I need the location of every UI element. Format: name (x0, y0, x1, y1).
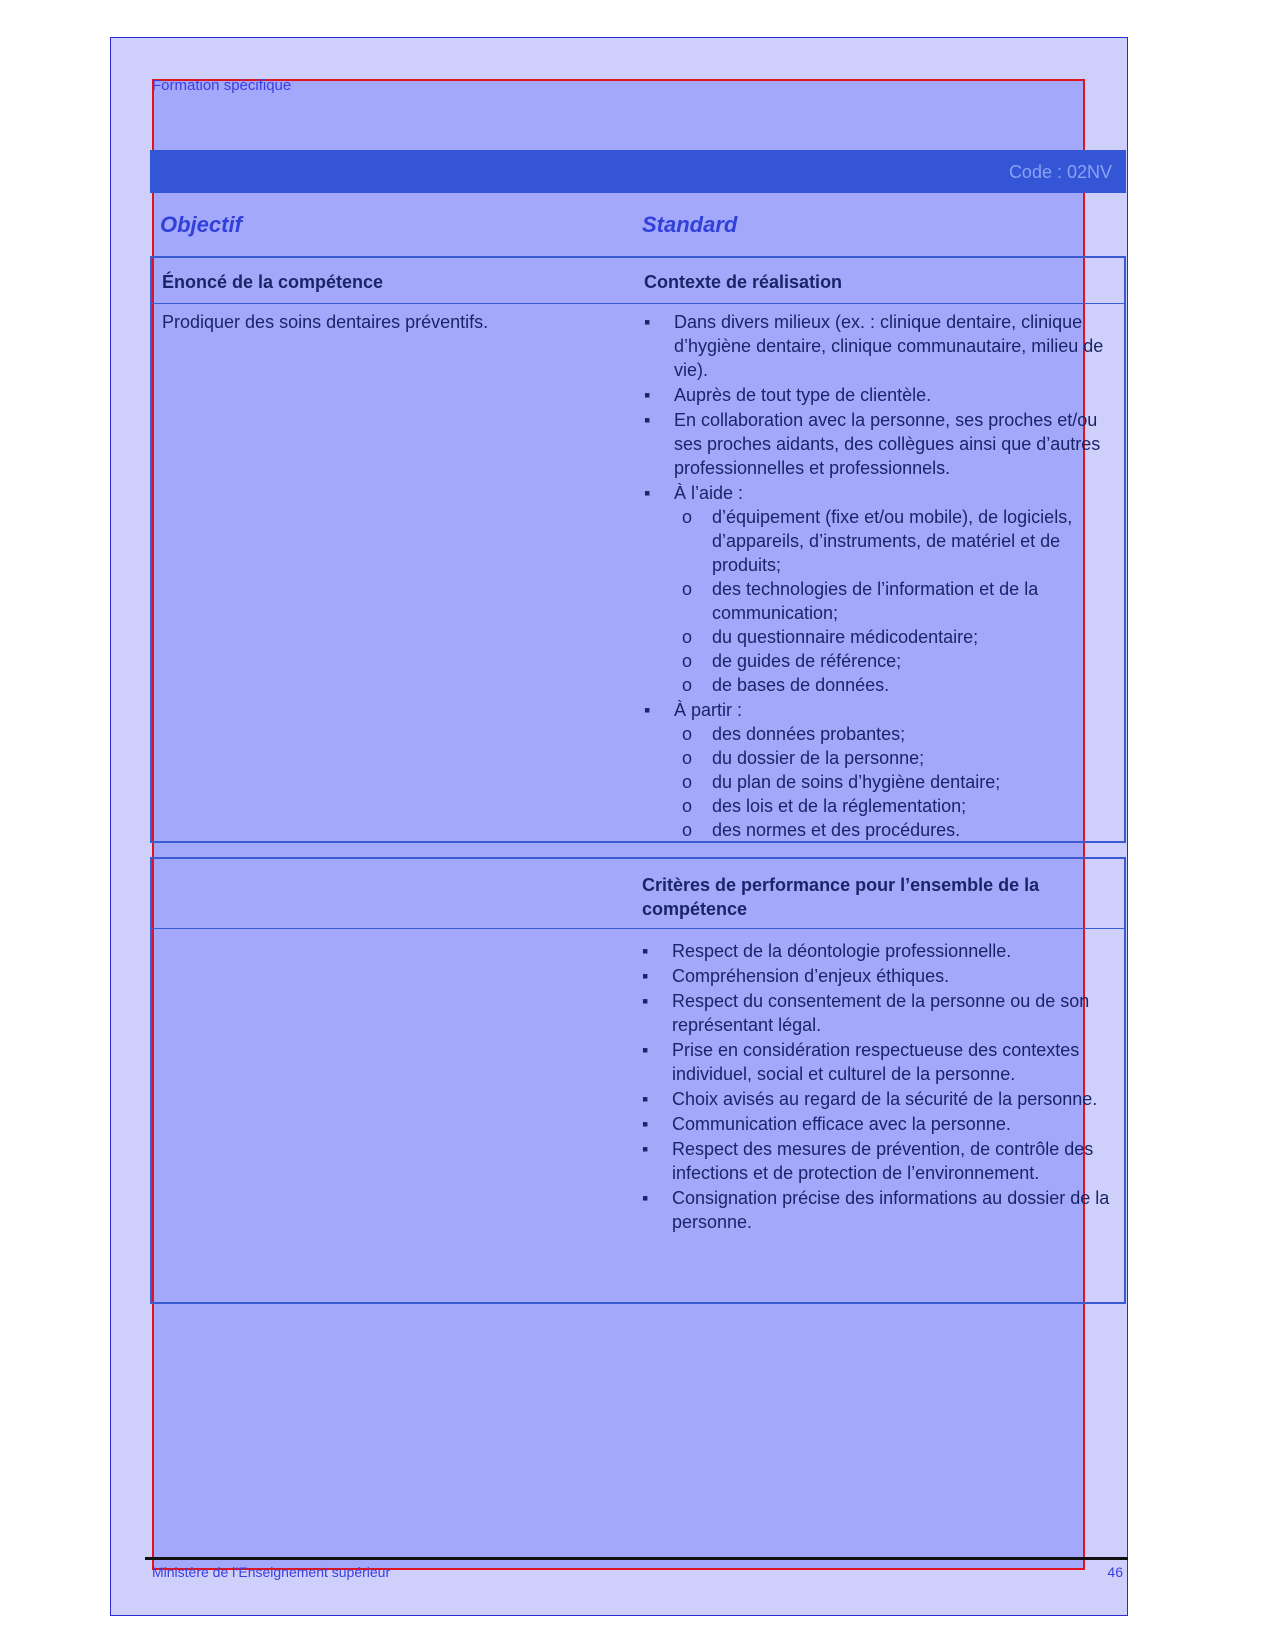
square-bullet-icon: ▪ (642, 1040, 649, 1060)
criteria-item (642, 964, 1112, 988)
context-item-text: À partir : (674, 700, 743, 720)
context-subitem-text: des technologies de l’information et de la communication; (712, 579, 1039, 623)
square-bullet-icon: ▪ (644, 385, 651, 405)
criteria-item-text: Respect de la déontologie professionnelle. (672, 941, 1012, 961)
criteria-item (642, 1038, 1112, 1086)
context-item-text: Auprès de tout type de clientèle. (674, 385, 932, 405)
context-subitem (674, 722, 1112, 746)
context-subitem-text: du plan de soins d’hygiène dentaire; (712, 772, 1001, 792)
context-subitem (674, 505, 1112, 577)
competency-statement-header: Énoncé de la compétence (162, 272, 384, 292)
context-list-wrapper (644, 310, 1112, 843)
context-subitem (674, 577, 1112, 625)
context-sublist (674, 722, 1112, 842)
criteria-item (642, 1087, 1112, 1111)
square-bullet-icon: ▪ (642, 941, 649, 961)
square-bullet-icon: ▪ (644, 410, 651, 430)
square-bullet-icon: ▪ (642, 1114, 649, 1134)
context-item (644, 383, 1112, 407)
context-subitem-text: de guides de référence; (712, 651, 902, 671)
context-item (644, 310, 1112, 382)
criteria-list (642, 939, 1112, 1234)
hollow-circle-bullet-icon: o (682, 772, 693, 792)
hollow-circle-bullet-icon: o (682, 748, 693, 768)
hollow-circle-bullet-icon: o (682, 796, 693, 816)
context-subitem-text: des normes et des procédures. (712, 820, 961, 840)
criteria-item (642, 939, 1112, 963)
criteria-item-text: Respect du consentement de la personne ou de son représentant légal. (672, 991, 1090, 1035)
hollow-circle-bullet-icon: o (682, 651, 693, 671)
context-subitem (674, 794, 1112, 818)
criteria-table (150, 857, 1126, 1304)
competency-table-header (152, 258, 1124, 304)
context-subitem-text: du questionnaire médicodentaire; (712, 627, 979, 647)
competency-table (150, 256, 1126, 843)
hollow-circle-bullet-icon: o (682, 579, 693, 599)
competency-code: Code : 02NV (1008, 162, 1112, 182)
standard-title: Standard (642, 212, 738, 237)
criteria-item-text: Consignation précise des informations au dossier de la personne. (672, 1188, 1110, 1232)
criteria-item (642, 1112, 1112, 1136)
context-subitem-text: du dossier de la personne; (712, 748, 925, 768)
criteria-item (642, 989, 1112, 1037)
hollow-circle-bullet-icon: o (682, 507, 693, 527)
context-subitem (674, 649, 1112, 673)
square-bullet-icon: ▪ (642, 991, 649, 1011)
context-header: Contexte de réalisation (644, 272, 843, 292)
code-bar (150, 150, 1126, 193)
context-sublist (674, 505, 1112, 697)
context-subitem-text: des données probantes; (712, 724, 906, 744)
context-subitem (674, 770, 1112, 794)
page-number: 46 (1107, 1564, 1123, 1580)
criteria-item-text: Communication efficace avec la personne. (672, 1114, 1011, 1134)
context-list (644, 310, 1112, 842)
context-item (644, 481, 1112, 697)
context-subitem (674, 625, 1112, 649)
objective-title: Objectif (160, 212, 242, 237)
criteria-table-header (152, 859, 1124, 929)
footer-rule (145, 1557, 1128, 1560)
running-header: Formation spécifique (152, 77, 292, 94)
criteria-item-text: Compréhension d’enjeux éthiques. (672, 966, 950, 986)
context-subitem (674, 746, 1112, 770)
context-subitem-text: de bases de données. (712, 675, 890, 695)
square-bullet-icon: ▪ (642, 1139, 649, 1159)
context-subitem (674, 818, 1112, 842)
criteria-item (642, 1186, 1112, 1234)
context-item-text: En collaboration avec la personne, ses proches et/ou ses proches aidants, des collègues ainsi que d’autres professionnelles et professionnels. (674, 410, 1101, 478)
competency-statement: Prodiquer des soins dentaires préventifs. (162, 312, 489, 332)
criteria-header: Critères de performance pour l’ensemble de la compétence (642, 875, 1040, 919)
square-bullet-icon: ▪ (642, 1188, 649, 1208)
square-bullet-icon: ▪ (642, 1089, 649, 1109)
square-bullet-icon: ▪ (644, 312, 651, 332)
criteria-list-wrapper (642, 939, 1112, 1235)
context-item (644, 698, 1112, 842)
hollow-circle-bullet-icon: o (682, 724, 693, 744)
square-bullet-icon: ▪ (644, 483, 651, 503)
context-item-text: À l’aide : (674, 483, 744, 503)
square-bullet-icon: ▪ (642, 966, 649, 986)
criteria-item-text: Respect des mesures de prévention, de contrôle des infections et de protection de l’environnement. (672, 1139, 1094, 1183)
context-subitem-text: d’équipement (fixe et/ou mobile), de logiciels, d’appareils, d’instruments, de matériel et de produits; (712, 507, 1073, 575)
criteria-item (642, 1137, 1112, 1185)
context-item-text: Dans divers milieux (ex. : clinique dentaire, clinique d’hygiène dentaire, clinique communautaire, milieu de vie). (674, 312, 1104, 380)
hollow-circle-bullet-icon: o (682, 675, 693, 695)
context-item (644, 408, 1112, 480)
context-subitem (674, 673, 1112, 697)
context-subitem-text: des lois et de la réglementation; (712, 796, 967, 816)
hollow-circle-bullet-icon: o (682, 820, 693, 840)
criteria-item-text: Choix avisés au regard de la sécurité de la personne. (672, 1089, 1098, 1109)
criteria-item-text: Prise en considération respectueuse des contextes individuel, social et culturel de la personne. (672, 1040, 1080, 1084)
footer-ministry: Ministère de l’Enseignement supérieur (152, 1564, 391, 1580)
hollow-circle-bullet-icon: o (682, 627, 693, 647)
square-bullet-icon: ▪ (644, 700, 651, 720)
